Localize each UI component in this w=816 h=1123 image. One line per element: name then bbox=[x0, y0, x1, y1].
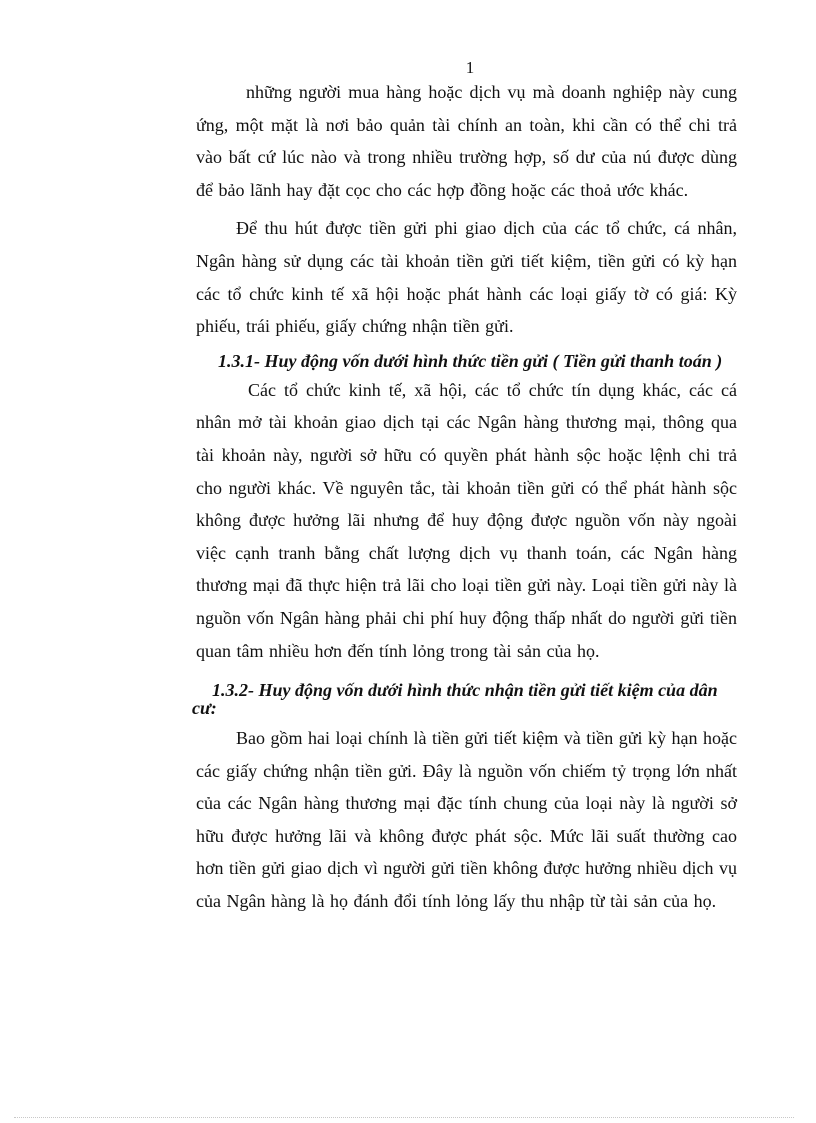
document-body bbox=[192, 76, 737, 918]
paragraph-deposit-uses: những người mua hàng hoặc dịch vụ mà doanh nghiệp này cung ứng, một mặt là nơi bảo quản tài chính an toàn, khi cần có thể chi trả vào bất cứ lúc nào và trong nhiều trường hợp, số dư của nú được dùng để bảo lãnh hay đặt cọc cho các hợp đồng hoặc các thoả ước khác. bbox=[196, 82, 737, 200]
page-bottom-divider bbox=[14, 1117, 794, 1118]
paragraph-payment-deposits: Các tổ chức kinh tế, xã hội, các tổ chức tín dụng khác, các cá nhân mở tài khoản giao dịch tại các Ngân hàng thương mại, thông qua tài khoản này, người sở hữu có quyền phát hành sộc hoặc lệnh chi trả cho người khác. Về nguyên tắc, tài khoản tiền gửi có thể phát hành sộc không được hưởng lãi nhưng để huy động được nguồn vốn này ngoài việc cạnh tranh bằng chất lượng dịch vụ thanh toán, các Ngân hàng thương mại đã thực hiện trả lãi cho loại tiền gửi này. Loại tiền gửi này là nguồn vốn Ngân hàng phải chi phí huy động thấp nhất do người gửi tiền quan tâm nhiều hơn đến tính lỏng trong tài sản của họ. bbox=[196, 379, 737, 661]
section-heading-1-3-2: 1.3.2- Huy động vốn dưới hình thức nhận tiền gửi tiết kiệm của dân cư: bbox=[192, 680, 718, 719]
page-number: 1 bbox=[465, 58, 475, 77]
paragraph-non-transaction-deposits: Để thu hút được tiền gửi phi giao dịch của các tổ chức, cá nhân, Ngân hàng sử dụng các tài khoản tiền gửi tiết kiệm, tiền gửi có kỳ hạn các tổ chức kinh tế xã hội hoặc phát hành các loại giấy tờ có giá: Kỳ phiếu, trái phiếu, giấy chứng nhận tiền gửi. bbox=[196, 218, 737, 337]
paragraph-savings-deposits: Bao gồm hai loại chính là tiền gửi tiết kiệm và tiền gửi kỳ hạn hoặc các giấy chứng nhận tiền gửi. Đây là nguồn vốn chiếm tỷ trọng lớn nhất của các Ngân hàng thương mại đặc tính chung của loại này là người sở hữu được hưởng lãi và không được phát sộc. Mức lãi suất thường cao hơn tiền gửi giao dịch vì người gửi tiền không được hưởng nhiều dịch vụ của Ngân hàng là họ đánh đổi tính lỏng lấy thu nhập từ tài sản của họ. bbox=[196, 728, 737, 912]
section-heading-1-3-1: 1.3.1- Huy động vốn dưới hình thức tiền gửi ( Tiền gửi thanh toán ) bbox=[218, 350, 723, 371]
